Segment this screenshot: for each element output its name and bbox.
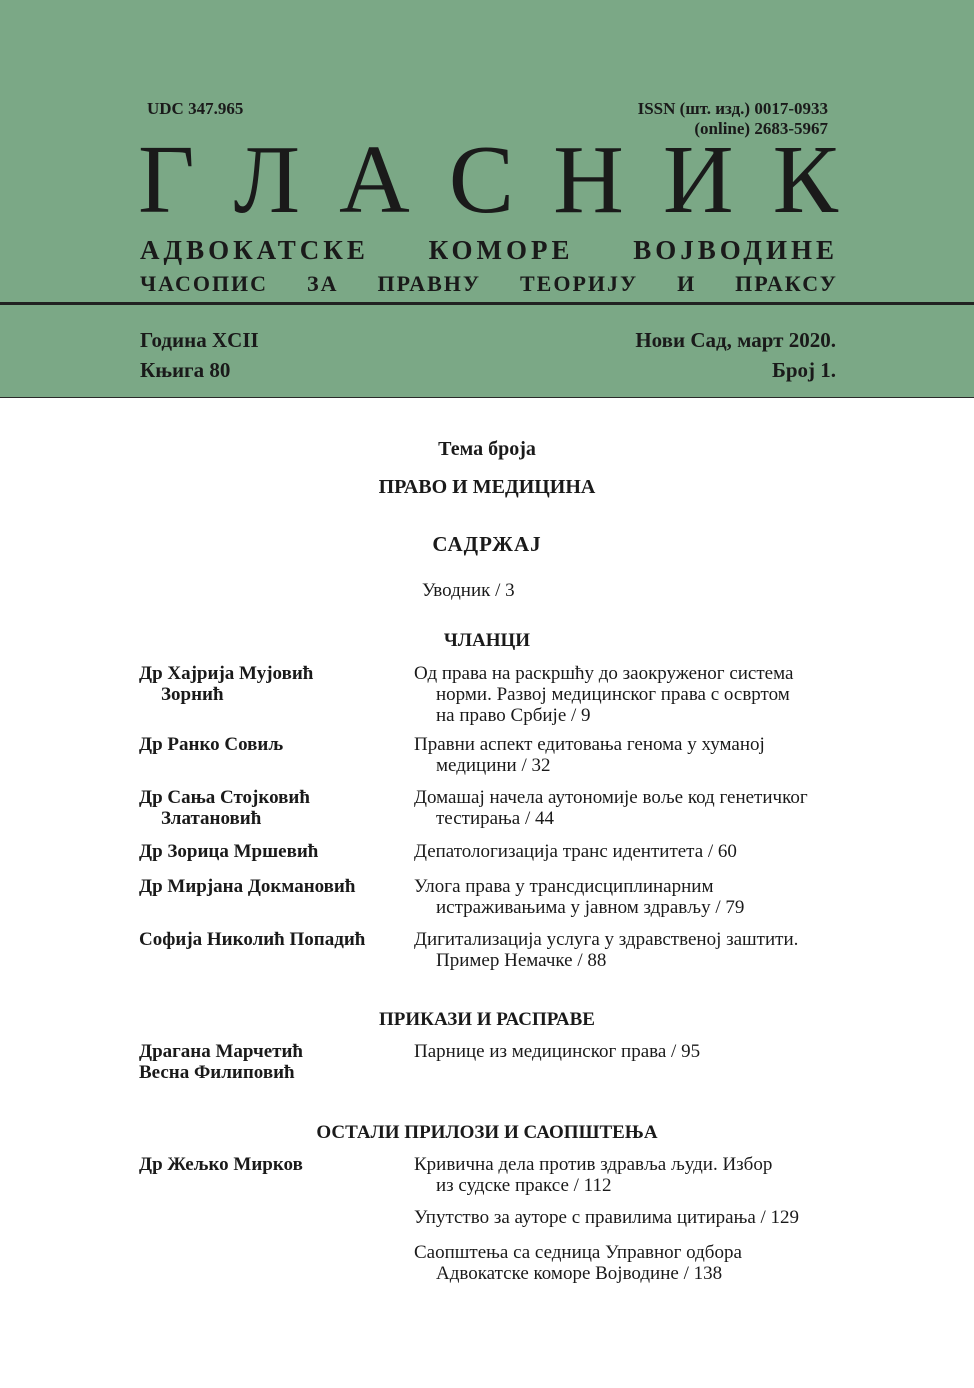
theme-title: ПРАВО И МЕДИЦИНА bbox=[378, 476, 596, 498]
theme-label: Тема броја bbox=[438, 438, 536, 460]
toc-heading: САДРЖАЈ bbox=[432, 532, 542, 556]
title-letter: Г bbox=[138, 126, 195, 234]
year: Година XCII bbox=[140, 328, 259, 352]
tagline-word: ПРАВНУ bbox=[377, 271, 482, 296]
entry-title: Дигитализација услуга у здравственој заштити. Пример Немачке / 88 bbox=[414, 929, 799, 971]
entry-author: Др Ранко Совиљ bbox=[139, 734, 284, 755]
journal-tagline bbox=[140, 271, 838, 297]
book-number: Књига 80 bbox=[140, 358, 231, 382]
place-date: Нови Сад, март 2020. bbox=[635, 328, 836, 352]
entry-title: Депатологизација транс идентитета / 60 bbox=[414, 841, 737, 862]
header-bottom-edge bbox=[0, 397, 974, 398]
entry-author: Др Зорица Мршевић bbox=[139, 841, 319, 862]
entry-author: Др Жељко Мирков bbox=[139, 1154, 303, 1175]
title-letter: А bbox=[339, 126, 410, 234]
title-letter: Л bbox=[233, 126, 301, 234]
issn-print: ISSN (шт. изд.) 0017-0933 bbox=[637, 99, 828, 118]
section-heading-articles: ЧЛАНЦИ bbox=[443, 630, 531, 651]
tagline-word: ЗА bbox=[307, 271, 339, 296]
section-heading-other: ОСТАЛИ ПРИЛОЗИ И САОПШТЕЊА bbox=[316, 1122, 658, 1143]
entry-title: Упутство за ауторе с правилима цитирања / 129 bbox=[414, 1207, 800, 1228]
entry-title: Саопштења са седница Управног одбора Адвокатске коморе Војводине / 138 bbox=[414, 1242, 742, 1284]
toc-intro: Уводник / 3 bbox=[422, 580, 515, 601]
journal-subtitle bbox=[140, 235, 838, 265]
subtitle-word: КОМОРЕ bbox=[428, 235, 574, 265]
section-heading-reviews: ПРИКАЗИ И РАСПРАВЕ bbox=[379, 1009, 595, 1030]
tagline-word: ЧАСОПИС bbox=[140, 271, 269, 296]
subtitle-word: АДВОКАТСКЕ bbox=[140, 235, 369, 265]
entry-title: Улога права у трансдисциплинарним истраживањима у јавном здрављу / 79 bbox=[414, 876, 745, 918]
entry-title: Кривична дела против здравља људи. Избор из судске праксе / 112 bbox=[414, 1154, 773, 1196]
udc-code: UDC 347.965 bbox=[147, 99, 244, 118]
entry-author: Др Хајрија Мујовић Зорнић bbox=[139, 663, 314, 705]
tagline-word: И bbox=[677, 271, 697, 296]
entry-author: Др Сања Стојковић Златановић bbox=[139, 787, 310, 829]
entry-title: Домашај начела аутономије воље код генетичког тестирања / 44 bbox=[414, 787, 808, 829]
title-letter: Н bbox=[553, 126, 624, 234]
issue-number: Број 1. bbox=[771, 358, 836, 382]
header-divider bbox=[0, 302, 974, 305]
issn-online: (online) 2683-5967 bbox=[694, 119, 828, 138]
title-letter: К bbox=[772, 126, 838, 234]
title-letter: И bbox=[662, 126, 734, 234]
entry-title: Правни аспект едитовања генома у хуманој медицини / 32 bbox=[414, 734, 765, 776]
entry-title: Парнице из медицинског права / 95 bbox=[414, 1041, 701, 1062]
volume-info bbox=[140, 325, 259, 385]
entry-author: Драгана Марчетић Весна Филиповић bbox=[139, 1041, 303, 1083]
tagline-word: ТЕОРИЈУ bbox=[519, 271, 639, 296]
issue-info bbox=[635, 325, 836, 385]
entry-author: Софија Николић Попадић bbox=[139, 929, 366, 950]
tagline-word: ПРАКСУ bbox=[735, 271, 838, 296]
entry-author: Др Мирјана Докмановић bbox=[139, 876, 356, 897]
entry-title: Од права на раскршћу до заокруженог система норми. Развој медицинског права с освртом на право Србије / 9 bbox=[414, 663, 794, 726]
subtitle-word: ВОЈВОДИНЕ bbox=[633, 235, 838, 265]
title-letter: С bbox=[448, 126, 515, 234]
